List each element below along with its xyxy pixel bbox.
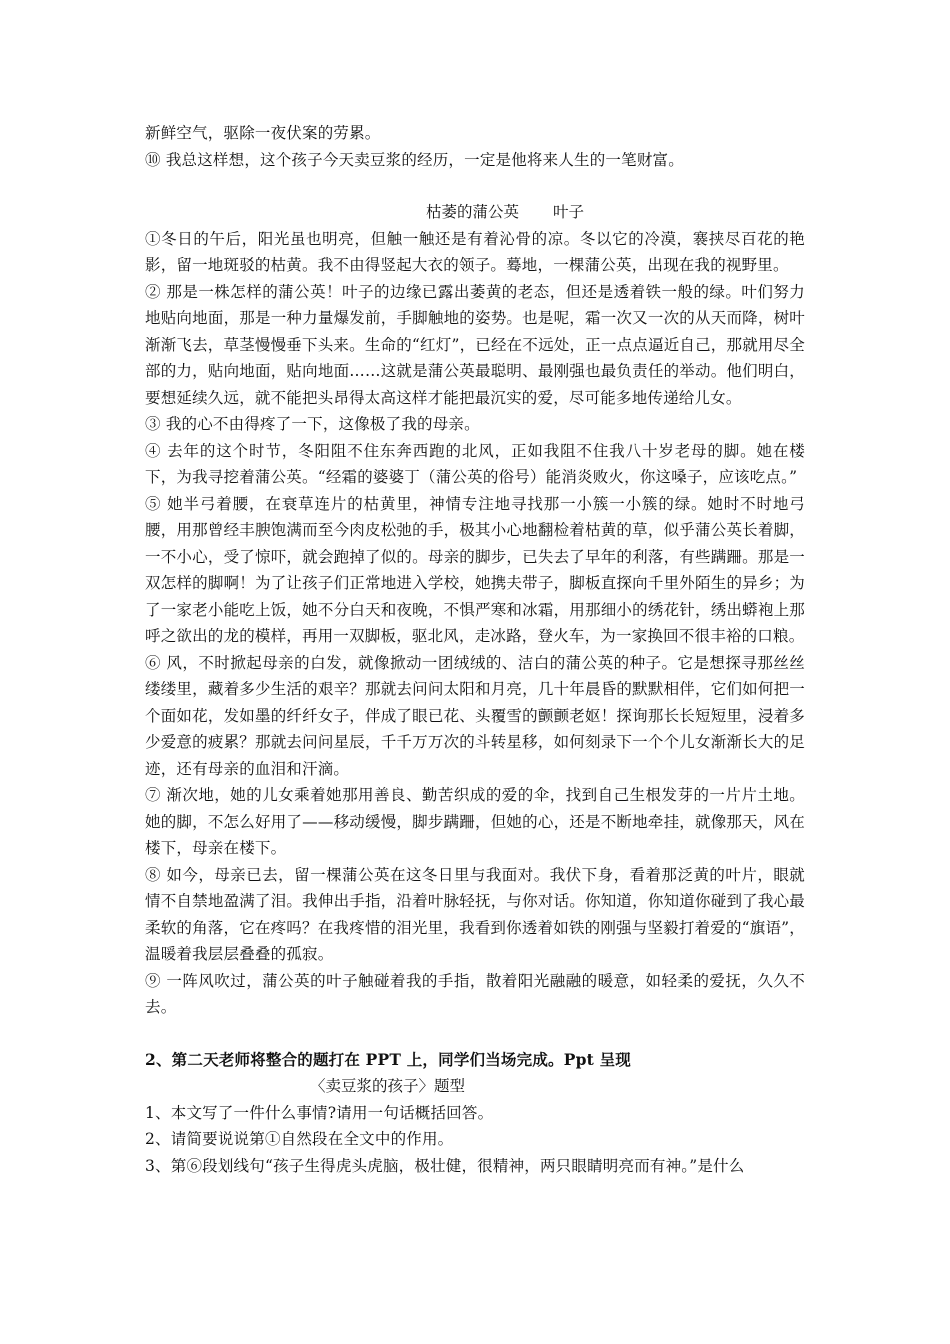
essay-paragraph: ③ 我的心不由得疼了一下，这像极了我的母亲。 bbox=[145, 415, 480, 433]
spacer bbox=[145, 1021, 805, 1047]
essay-paragraph: ⑦ 渐次地，她的儿女乘着她那用善良、勤苦织成的爱的伞，找到自己生根发芽的一片片土地。她的脚，不怎么好用了——移动缓慢，脚步蹒跚，但她的心，还是不断地牵挂，就像那天，风在楼下，母亲在楼下。 bbox=[145, 786, 805, 857]
intro-line-2: ⑩ 我总这样想，这个孩子今天卖豆浆的经历，一定是他将来人生的一笔财富。 bbox=[145, 150, 684, 169]
question-item: 3、第⑥段划线句“孩子生得虎头虎脑，极壮健，很精神，两只眼睛明亮而有神。”是什么 bbox=[145, 1156, 745, 1175]
essay-paragraph: ⑥ 风，不时掀起母亲的白发，就像掀动一团绒绒的、洁白的蒲公英的种子。它是想探寻那丝丝缕缕里，藏着多少生活的艰辛？那就去问问太阳和月亮，几十年晨昏的默默相伴，它们如何把一个面如花，发如墨的纤纤女子，伴成了眼已花、头覆雪的颤颤老妪！探询那长长短短里，浸着多少爱意的疲累？那就去问问星辰，千千万万次的斗转星移，如何刻录下一个个儿女渐渐长大的足迹，还有母亲的血泪和汗滴。 bbox=[145, 653, 805, 778]
essay-title bbox=[145, 199, 805, 226]
essay-title-text: 枯萎的蒲公英 bbox=[425, 203, 519, 221]
essay-paragraph: ⑧ 如今，母亲已去，留一棵蒲公英在这冬日里与我面对。我伏下身，看着那泛黄的叶片，眼就情不自禁地盈满了泪。我伸出手指，沿着叶脉轻抚，与你对话。你知道，你知道你碰到了我心最柔软的角落，它在疼吗？在我疼惜的泪光里，我看到你透着如铁的刚强与坚毅打着爱的“旗语”，温暖着我层层叠叠的孤寂。 bbox=[145, 865, 805, 963]
essay-author: 叶子 bbox=[553, 203, 585, 221]
question-item: 2、请简要说说第①自然段在全文中的作用。 bbox=[145, 1130, 454, 1148]
essay-paragraph: ④ 去年的这个时节，冬阳阻不住东奔西跑的北风，正如我阻不住我八十岁老母的脚。她在楼下，为我寻挖着蒲公英。“经霜的婆婆丁（蒲公英的俗号）能消炎败火，你这嗓子，应该吃点。” bbox=[145, 441, 805, 486]
spacer bbox=[145, 173, 805, 199]
essay-paragraph: ①冬日的午后，阳光虽也明亮，但触一触还是有着沁骨的凉。冬以它的冷漠，褰挟尽百花的艳影，留一地斑驳的枯黄。我不由得竖起大衣的领子。蓦地，一棵蒲公英，出现在我的视野里。 bbox=[145, 229, 805, 274]
document-page bbox=[145, 120, 805, 1179]
essay-paragraph: ② 那是一株怎样的蒲公英！叶子的边缘已露出萎黄的老态，但还是透着铁一般的绿。叶们努力地贴向地面，那是一种力量爆发前，手脚触地的姿势。也是呢，霜一次又一次的从天而降，树叶渐渐飞去，草茎慢慢垂下头来。生命的“红灯”，已经在不远处，正一点点逼近自己，那就用尽全部的力，贴向地面，贴向地面……这就是蒲公英最聪明、最刚强也最负责任的举动。他们明白，要想延续久远，就不能把头昂得太高这样才能把最沉实的爱，尽可能多地传递给儿女。 bbox=[145, 282, 805, 407]
essay-paragraph: ⑨ 一阵风吹过，蒲公英的叶子触碰着我的手指，散着阳光融融的暖意，如轻柔的爱抚，久久不去。 bbox=[145, 971, 805, 1016]
section-heading: 2、第二天老师将整合的题打在 PPT 上，同学们当场完成。Ppt 呈现 bbox=[145, 1049, 631, 1069]
intro-line-1: 新鲜空气，驱除一夜伏案的劳累。 bbox=[145, 124, 381, 142]
question-item: 1、本文写了一件什么事情?请用一句话概括回答。 bbox=[145, 1103, 494, 1122]
essay-paragraph: ⑤ 她半弓着腰，在衰草连片的枯黄里，神情专注地寻找那一小簇一小簇的绿。她时不时地弓腰，用那曾经丰腴饱满而至今肉皮松弛的手，极其小心地翻检着枯黄的草，似乎蒲公英长着脚，一不小心，受了惊吓，就会跑掉了似的。母亲的脚步，已失去了早年的利落，有些蹒跚。那是一双怎样的脚啊！为了让孩子们正常地进入学校，她携夫带子，脚板直探向千里外陌生的异乡；为了一家老小能吃上饭，她不分白天和夜晚，不惧严寒和冰霜，用那细小的绣花针，绣出蟒袍上那呼之欲出的龙的模样，再用一双脚板，驱北风，走冰路，登火车，为一家换回不很丰裕的口粮。 bbox=[145, 494, 805, 645]
section-subtitle: 〈卖豆浆的孩子〉题型 bbox=[310, 1077, 466, 1095]
